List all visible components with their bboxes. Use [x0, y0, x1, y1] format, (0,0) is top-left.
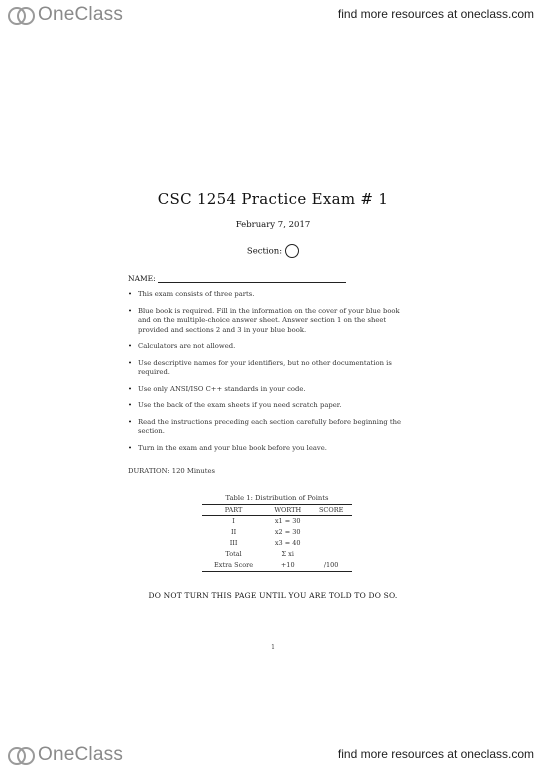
table-row: [202, 538, 352, 549]
instruction-item: • Use descriptive names for your identifiers, but no other documentation is required.: [128, 359, 410, 378]
table-caption: Table 1: Distribution of Points: [225, 494, 329, 502]
table-cell: Total: [225, 550, 242, 558]
oneclass-logo[interactable]: [8, 744, 123, 766]
table-cell: /100: [310, 560, 352, 572]
resources-link[interactable]: find more resources at oneclass.com: [337, 7, 534, 21]
name-label: NAME:: [128, 274, 156, 283]
table-cell: [310, 538, 352, 549]
table-cell: x2 = 30: [274, 528, 301, 536]
exam-title: CSC 1254 Practice Exam # 1: [157, 190, 389, 208]
warning-text: DO NOT TURN THIS PAGE UNTIL YOU ARE TOLD TO DO SO.: [148, 591, 398, 600]
instructions-list: [128, 290, 410, 460]
section-field: [128, 244, 418, 258]
table-cell: III: [229, 539, 238, 547]
column-header: WORTH: [265, 505, 310, 516]
table-row: [202, 527, 352, 538]
instruction-item: • Blue book is required. Fill in the information on the cover of your blue book and on the multiple-choice answer sheet. Answer section 1 on the sheet provided and sections 2 and 3 in your blue book.: [128, 307, 410, 336]
instruction-item: • Use the back of the exam sheets if you need scratch paper.: [128, 401, 410, 411]
table-row: [202, 516, 352, 528]
table-cell: +10: [265, 560, 310, 572]
table-cell: Extra Score: [202, 560, 265, 572]
logo-text: OneClass: [38, 4, 124, 25]
table-cell: II: [231, 528, 237, 536]
section-label: Section:: [246, 246, 283, 257]
section-circle-icon: [285, 244, 299, 258]
table-row: [202, 560, 352, 572]
table-cell: I: [232, 517, 235, 525]
table-cell: Σ xi: [281, 550, 294, 558]
instruction-item: • Use only ANSI/ISO C++ standards in your code.: [128, 385, 410, 395]
top-banner: [0, 0, 544, 30]
instruction-item: • Calculators are not allowed.: [128, 342, 410, 352]
name-underline: [158, 275, 346, 283]
oneclass-rings-icon: [8, 744, 34, 766]
table-cell: [310, 516, 352, 528]
name-field: [128, 274, 346, 283]
oneclass-rings-icon: [8, 4, 34, 26]
table-row: [202, 549, 352, 560]
resources-link[interactable]: find more resources at oneclass.com: [337, 747, 534, 761]
table-cell: [310, 527, 352, 538]
column-header: SCORE: [310, 505, 352, 516]
logo-text: OneClass: [38, 744, 124, 765]
column-header: PART: [202, 505, 265, 516]
instruction-item: • Read the instructions preceding each section carefully before beginning the section.: [128, 418, 410, 437]
oneclass-logo[interactable]: [8, 4, 123, 26]
page-number: 1: [271, 644, 275, 651]
table-cell: x1 = 30: [274, 517, 301, 525]
duration-text: DURATION: 120 Minutes: [128, 467, 216, 475]
points-table: [202, 504, 352, 572]
bottom-banner: [0, 740, 544, 770]
table-cell: x3 = 40: [274, 539, 301, 547]
instruction-item: • Turn in the exam and your blue book before you leave.: [128, 444, 410, 454]
exam-date: February 7, 2017: [235, 220, 311, 230]
instruction-item: • This exam consists of three parts.: [128, 290, 410, 300]
table-cell: [310, 549, 352, 560]
